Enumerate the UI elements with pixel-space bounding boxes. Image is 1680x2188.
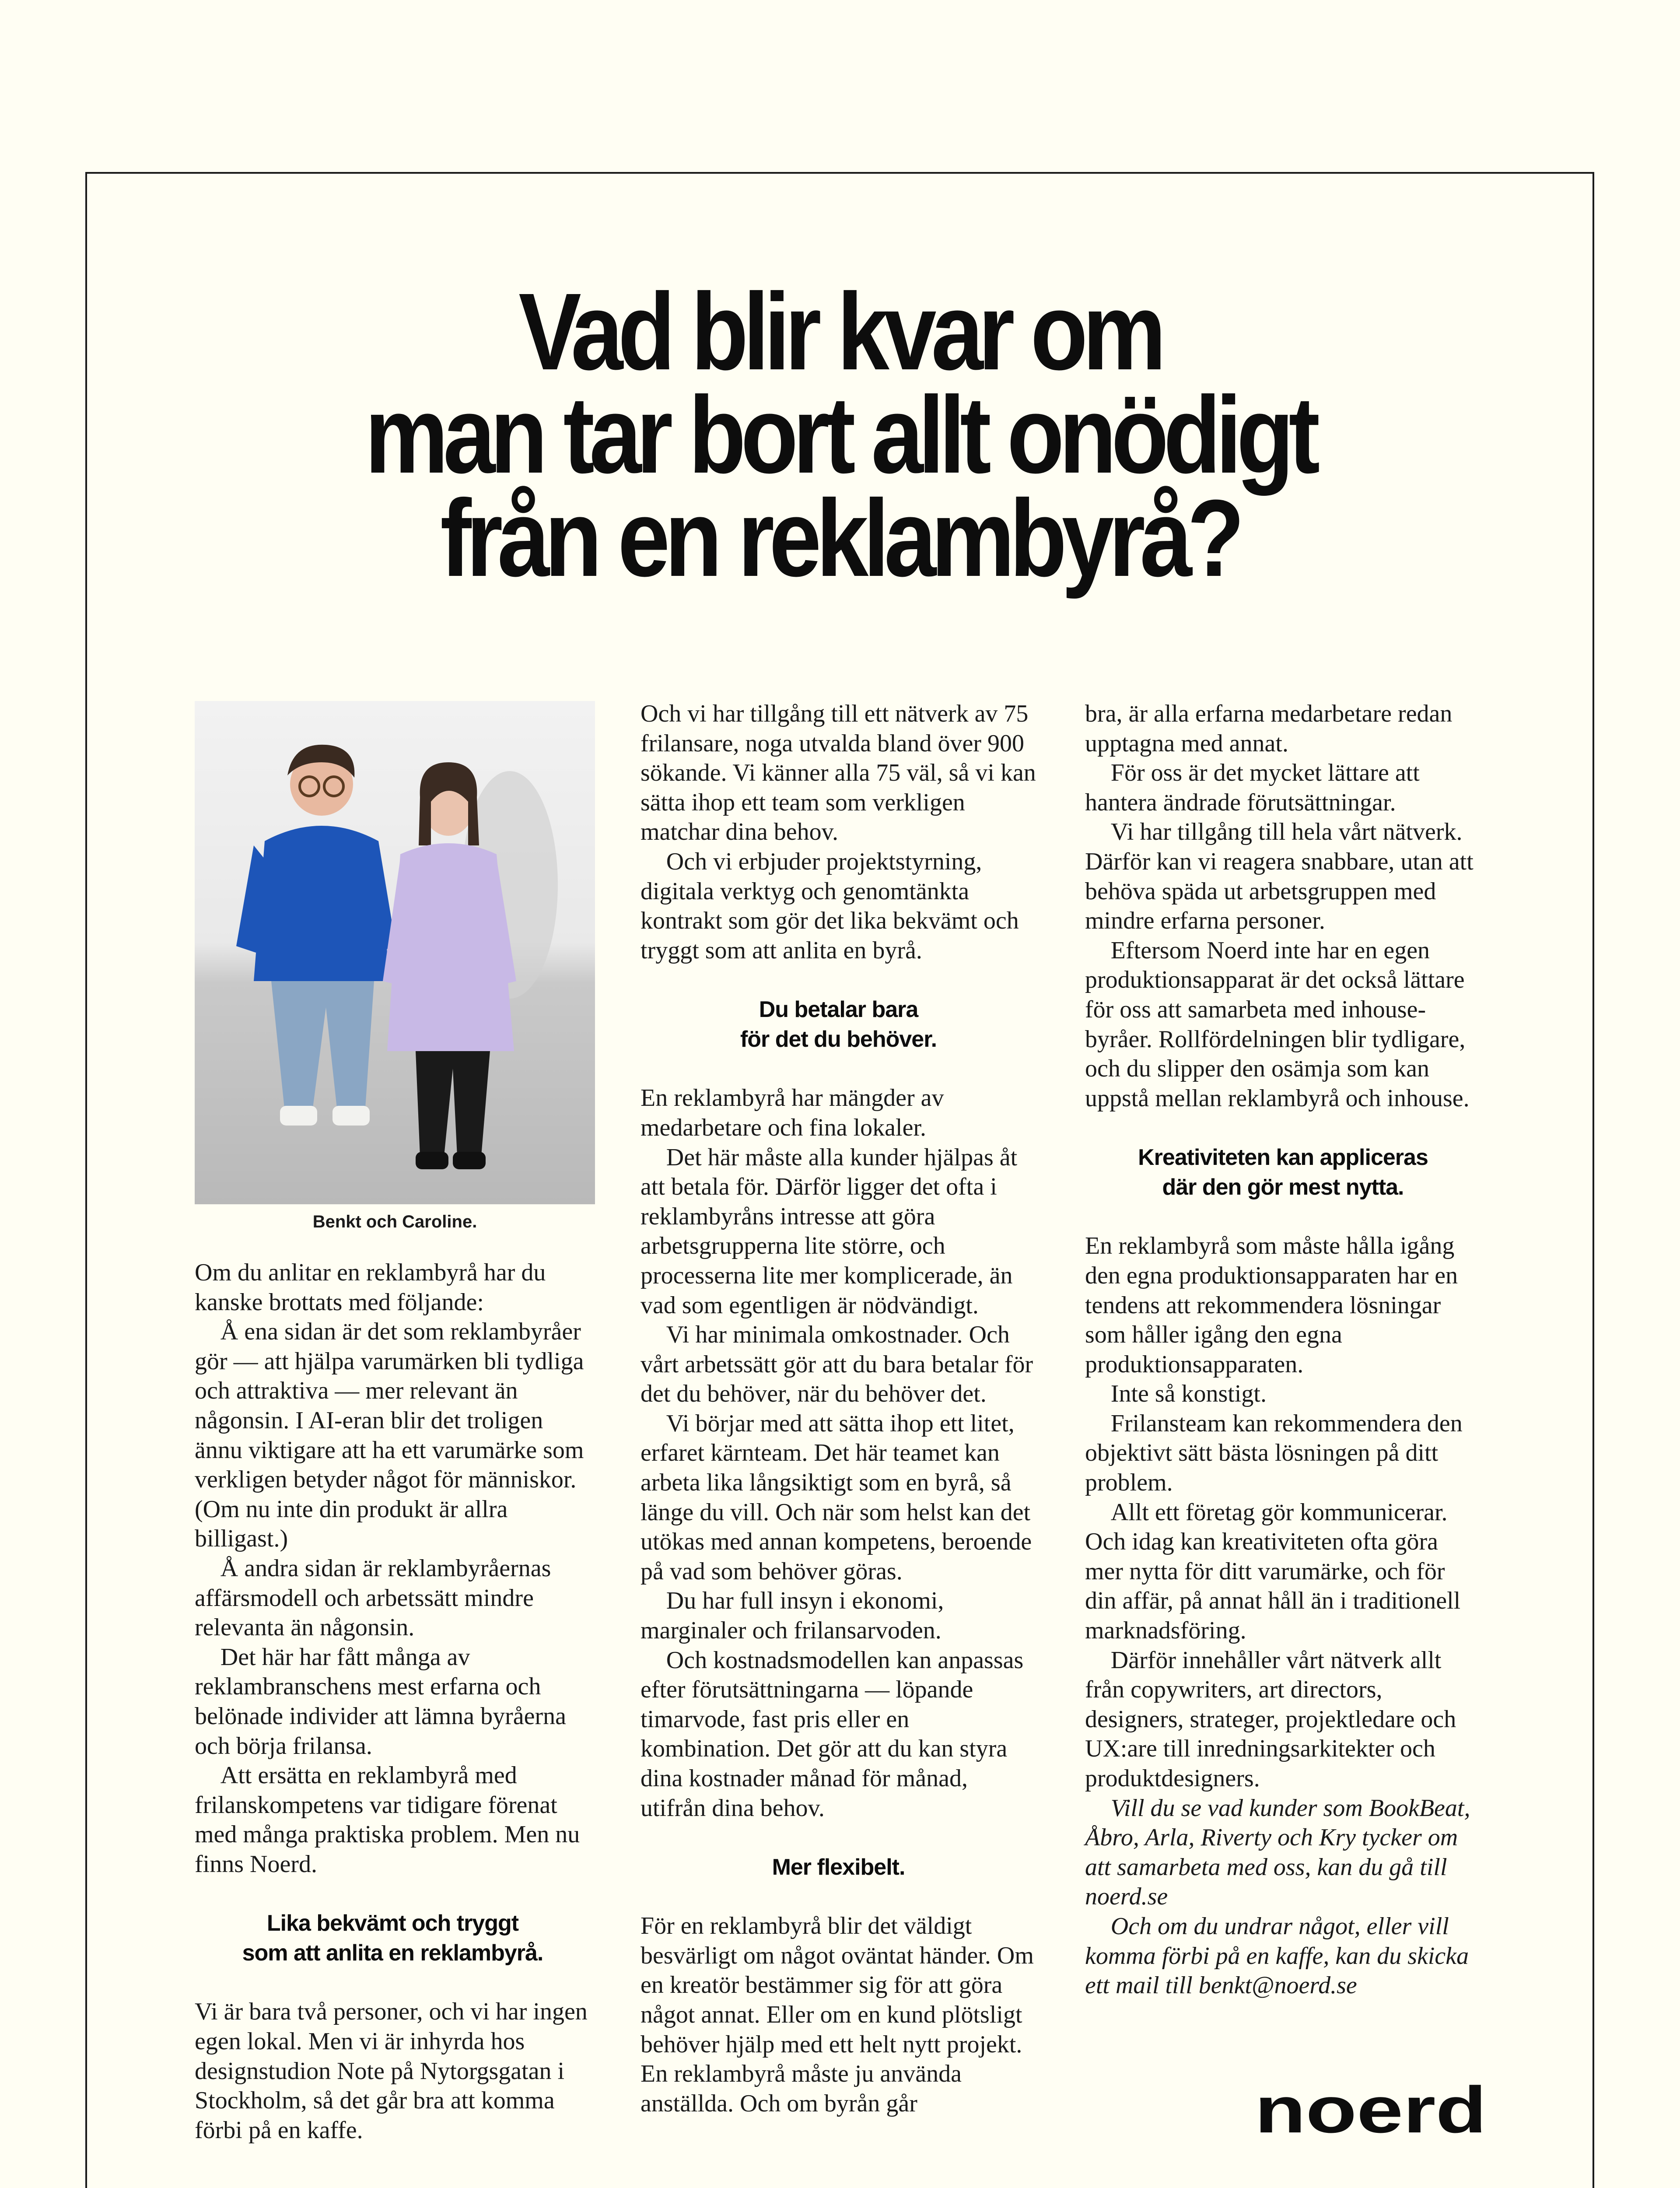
- column-1: [195, 1258, 591, 2145]
- paragraph: Och om du undrar något, eller vill komma förbi på en kaffe, kan du skicka ett mail till benkt@noerd.se: [1085, 1912, 1469, 1999]
- paragraph: Å ena sidan är det som reklambyråer gör — att hjälpa varumärken bli tydliga och attraktiva — mer relevant än någonsin. I AI-eran blir det troligen ännu viktigare att ha ett varumärke som verkligen betyder något för människor. (Om nu inte din produkt är allra billigast.): [195, 1318, 584, 1553]
- paragraph: En reklambyrå har mängder av medarbetare och fina lokaler.: [640, 1084, 944, 1141]
- paragraph: Vi har tillgång till hela vårt nätverk. Därför kan vi reagera snabbare, utan att behöva späda ut arbetsgruppen med mindre erfarna personer.: [1085, 818, 1474, 935]
- column-3: [1085, 699, 1481, 2001]
- paragraph: För en reklambyrå blir det väldigt besvärligt om något oväntat händer. Om en kreatör bestämmer sig för att göra något annat. Eller om en kund plötsligt behöver hjälp med ett helt nytt projekt. En reklambyrå måste ju använda anställda. Och om byrån går: [640, 1912, 1034, 2117]
- headline: [191, 270, 1488, 599]
- team-photo-illustration: [195, 701, 595, 1204]
- paragraph: Det här måste alla kunder hjälpas åt att betala för. Därför ligger det ofta i reklambyråns intresse att göra arbetsgrupperna lite större, och processerna lite mer komplicerade, än vad som egentligen är nödvändigt.: [640, 1143, 1018, 1319]
- headline-line-3: från en reklambyrå?: [440, 477, 1239, 599]
- paragraph: Allt ett företag gör kommunicerar. Och idag kan kreativiteten ofta göra mer nytta för ditt varumärke, och för din affär, på annat håll än i traditionell marknadsföring.: [1085, 1498, 1461, 1645]
- person-benkt: [236, 745, 396, 1126]
- subheading-line: Du betalar bara: [759, 997, 918, 1023]
- subheading: [195, 1908, 591, 1968]
- subheading: [640, 995, 1036, 1054]
- paragraph: Å andra sidan är reklambyråernas affärsmodell och arbetssätt mindre relevanta än någonsin.: [195, 1554, 551, 1641]
- paragraph: Att ersätta en reklambyrå med frilanskompetens var tidigare förenat med många praktiska problem. Men nu finns Noerd.: [195, 1762, 580, 1878]
- column-2: [640, 699, 1036, 2118]
- paragraph: Du har full insyn i ekonomi, marginaler och frilansarvoden.: [640, 1587, 944, 1645]
- headline-line-2: man tar bort allt onödigt: [364, 374, 1315, 496]
- subheading-line: där den gör mest nytta.: [1162, 1175, 1404, 1200]
- paragraph: Och kostnadsmodellen kan anpassas efter förutsättningarna — löpande timarvode, fast pris eller en kombination. Det gör att du kan styra dina kostnader månad för månad, utifrån dina behov.: [640, 1646, 1024, 1822]
- paragraph: Vi börjar med att sätta ihop ett litet, erfaret kärnteam. Det här teamet kan arbeta lika långsiktigt som en byrå, så länge du vill. Och när som helst kan det utökas med annan kompetens, beroende på vad som behöver göras.: [640, 1410, 1032, 1585]
- subheading: Mer flexibelt.: [772, 1855, 905, 1880]
- subheading-line: Lika bekvämt och tryggt: [266, 1911, 519, 1936]
- photo-caption: Benkt och Caroline.: [312, 1212, 477, 1231]
- paragraph: Frilansteam kan rekommendera den objektivt sätt bästa lösningen på ditt problem.: [1085, 1410, 1463, 1497]
- paragraph: Och vi har tillgång till ett nätverk av 75 frilansare, noga utvalda bland över 900 sökande. Vi känner alla 75 väl, så vi kan sätta ihop ett team som verkligen matchar dina behov.: [640, 700, 1036, 846]
- paragraph: bra, är alla erfarna medarbetare redan upptagna med annat.: [1085, 700, 1452, 757]
- paragraph: För oss är det mycket lättare att hantera ändrade förutsättningar.: [1085, 759, 1420, 816]
- noerd-logo: [1255, 2081, 1487, 2146]
- subheading-line: Kreativiteten kan appliceras: [1138, 1145, 1428, 1171]
- paragraph: Vi har minimala omkostnader. Och vårt arbetssätt gör att du bara betalar för det du behöver, när du behöver det.: [640, 1321, 1033, 1408]
- paragraph: Om du anlitar en reklambyrå har du kanske brottats med följande:: [195, 1259, 546, 1316]
- paragraph: Eftersom Noerd inte har en egen produktionsapparat är det också lättare för oss att samarbeta med inhouse-byråer. Rollfördelningen blir tydligare, och du slipper den osämja som kan uppstå mellan reklambyrå och inhouse.: [1085, 936, 1470, 1112]
- headline-line-1: Vad blir kvar om: [518, 270, 1161, 393]
- subheading-line: för det du behöver.: [740, 1027, 937, 1052]
- subheading-line: som att anlita en reklambyrå.: [242, 1940, 543, 1966]
- noerd-logo-text: noerd: [1255, 2081, 1487, 2146]
- paragraph: Vi är bara två personer, och vi har ingen egen lokal. Men vi är inhyrda hos designstudion Note på Nytorgsgatan i Stockholm, så det går bra att komma förbi på en kaffe.: [195, 1998, 588, 2144]
- paragraph: Inte så konstigt.: [1110, 1380, 1267, 1408]
- subheading: [1085, 1143, 1481, 1202]
- paragraph: Det här har fått många av reklambranschens mest erfarna och belönade individer att lämna byråerna och börja frilansa.: [195, 1643, 566, 1760]
- paragraph: Därför innehåller vårt nätverk allt från copywriters, art directors, designers, strateger, projektledare och UX:are till inredningsarkitekter och produktdesigners.: [1085, 1646, 1456, 1792]
- paragraph: En reklambyrå som måste hålla igång den egna produktionsapparaten har en tendens att rekommendera lösningar som håller igång den egna produktionsapparaten.: [1085, 1232, 1458, 1378]
- paragraph: Och vi erbjuder projektstyrning, digitala verktyg och genomtänkta kontrakt som gör det lika bekvämt och tryggt som att anlita en byrå.: [640, 848, 1019, 964]
- paragraph: Vill du se vad kunder som BookBeat, Åbro, Arla, Riverty och Kry tycker om att samarbeta med oss, kan du gå till noerd.se: [1085, 1794, 1470, 1911]
- team-photo: [195, 701, 595, 1204]
